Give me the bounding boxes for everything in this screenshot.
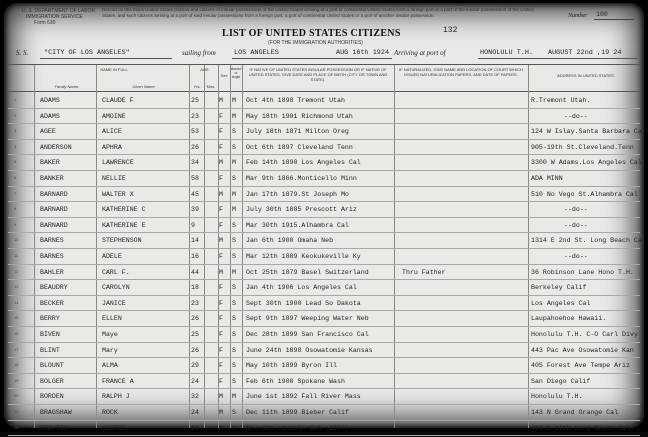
- row-number: 7: [14, 190, 17, 196]
- us-address: Honolulu T.H. C-O Carl Divy: [531, 331, 638, 338]
- given-name: Mary: [102, 346, 118, 354]
- service-label: IMMIGRATION SERVICE: [26, 14, 83, 20]
- family-name: BAKER: [40, 159, 60, 167]
- us-address: 510 No Vego St.Alhambra Cal: [531, 190, 638, 198]
- given-name: FRANCE A: [102, 377, 134, 385]
- sex: M: [219, 424, 223, 432]
- us-address: 905-19th St.Cleveland.Tenn: [531, 143, 634, 151]
- age-years: 26: [191, 346, 199, 354]
- us-address: 143 N Grand Orange Cal: [531, 409, 619, 416]
- marital-status: S: [232, 175, 236, 182]
- us-address: Los Angeles Cal: [531, 299, 591, 307]
- age-years: 53: [191, 128, 199, 136]
- page-number: 132: [443, 26, 458, 35]
- family-name: BERRY: [40, 315, 60, 323]
- row-number: 18: [14, 362, 19, 368]
- sex: F: [219, 299, 223, 307]
- table-top-rule: [8, 64, 640, 65]
- given-name: LAWRENCE: [102, 159, 134, 167]
- age-years: 9: [191, 221, 195, 229]
- row-number: 21: [14, 409, 19, 414]
- sex: M: [219, 393, 223, 401]
- col-header-family: Family Name.: [54, 84, 80, 89]
- given-name: RALPH J: [102, 393, 130, 401]
- col-header-mos: Mos.: [206, 84, 216, 89]
- us-address: Berkeley Calif: [531, 284, 587, 292]
- marital-status: S: [232, 377, 236, 385]
- birth-date-place: Dec 28th 1899 San Francisco Cal: [246, 331, 369, 338]
- table-row: [4, 296, 644, 312]
- form-number: Form 630: [34, 20, 56, 26]
- given-name: CARL F.: [102, 268, 130, 276]
- arrival-underline: [478, 58, 638, 59]
- given-name: ELLEN: [102, 315, 122, 323]
- row-number: 8: [14, 206, 17, 212]
- age-years: 58: [191, 175, 199, 182]
- birth-date-place: Oct 4th 1898 Tremont Utah: [246, 97, 345, 104]
- ship-underline: [40, 58, 172, 59]
- row-number: 3: [14, 128, 17, 134]
- us-address: R.Tremont Utah.: [531, 97, 591, 104]
- table-row: [4, 140, 644, 156]
- family-name: BAHLER: [40, 268, 64, 276]
- marital-status: S: [232, 143, 236, 151]
- birth-date-place: Mar 30th 1915.Alhambra Cal: [246, 221, 349, 229]
- given-name: GEORGE: [102, 424, 126, 432]
- sex: F: [219, 175, 223, 182]
- marital-status: S: [232, 284, 236, 292]
- given-name: JANICE: [102, 299, 126, 307]
- family-name: BARNARD: [40, 190, 68, 198]
- sail-date: AUG 16th 1924: [336, 49, 390, 57]
- row-rule: [8, 435, 640, 436]
- table-row: [4, 171, 644, 187]
- marital-status: S: [232, 128, 236, 136]
- given-name: WALTER X: [102, 190, 134, 198]
- arriving-label: Arriving at port of: [394, 49, 446, 57]
- table-row: [4, 249, 644, 265]
- us-address: --do--: [564, 206, 588, 214]
- us-address: 443 Pac Ave Osowatomie Kan: [531, 346, 634, 354]
- manifest-sheet: [4, 3, 646, 432]
- age-years: 39: [191, 206, 199, 214]
- naturalization: Thru Father: [402, 268, 446, 276]
- us-address: --do--: [564, 253, 588, 260]
- family-name: BOLGER: [40, 377, 64, 385]
- table-row: [4, 280, 644, 296]
- row-number: 11: [14, 253, 19, 258]
- row-number: 20: [14, 393, 19, 399]
- page-title: LIST OF UNITED STATES CITIZENS: [222, 28, 401, 39]
- birth-date-place: Mar 12th 1889 Keokukeville Ky: [246, 253, 361, 260]
- col-header-yrs: Yrs.: [193, 84, 201, 89]
- family-name: BRAGSHAW: [40, 409, 72, 416]
- family-name: ADAMS: [40, 112, 60, 120]
- ss-label: S. S.: [16, 49, 29, 57]
- age-years: 26: [191, 143, 199, 151]
- table-row: [4, 93, 644, 109]
- table-row: [4, 374, 644, 390]
- row-number: 15: [14, 315, 19, 321]
- birth-date-place: Jan 17th 1879.St Joseph Mo: [246, 190, 349, 198]
- given-name: ALICE: [102, 128, 122, 136]
- table-row: [4, 421, 644, 437]
- birth-date-place: June 1st 1892 Fall River Mass: [246, 393, 361, 401]
- birth-date-place: Feb 6th 1900 Spokane Wash: [246, 377, 345, 385]
- birth-date-place: June 24th 1898 Osowatomie Kansas: [246, 346, 373, 354]
- sex: M: [219, 97, 223, 104]
- sex: F: [219, 284, 223, 292]
- family-name: BECKER: [40, 299, 64, 307]
- marital-status: S: [232, 362, 236, 370]
- age-years: 16: [191, 253, 199, 260]
- col-header-naturalized: IF NATURALIZED, GIVE NAME AND LOCATION OF COURT WHICH ISSUED NATURALIZATION PAPERS, AND DATE OF PAPERS.: [399, 67, 523, 77]
- given-name: KATHERINE C: [102, 206, 146, 214]
- given-name: CAROLYN: [102, 284, 130, 292]
- header-bottom-rule: [8, 91, 640, 92]
- col-header-married: Married or single: [230, 67, 242, 79]
- us-address: San Diego Calif: [531, 377, 591, 385]
- family-name: BLOUNT: [40, 362, 64, 370]
- age-years: 24: [191, 377, 199, 385]
- row-number: 5: [14, 159, 17, 165]
- given-name: ADELE: [102, 253, 122, 260]
- marital-status: M: [232, 159, 236, 167]
- sex: M: [219, 159, 223, 167]
- birth-date-place: Oct 6th 1897 Cleveland Tenn: [246, 143, 353, 151]
- given-name: ALMA: [102, 362, 118, 370]
- marital-status: S: [232, 221, 236, 229]
- marital-status: S: [232, 253, 236, 260]
- table-row: [4, 265, 644, 281]
- sex: M: [219, 409, 223, 416]
- birth-date-place: July 18th 1871 Milton Oreg: [246, 128, 349, 136]
- family-name: BRAYTON: [40, 424, 68, 432]
- family-name: BARNES: [40, 253, 64, 260]
- col-header-address: ADDRESS IN UNITED STATES.: [557, 73, 615, 78]
- table-row: [4, 311, 644, 327]
- table-row: [4, 187, 644, 203]
- us-address: 124 W Islay.Santa Barbara Cal: [531, 128, 646, 136]
- sex: M: [219, 237, 223, 245]
- family-name: BEAUDRY: [40, 284, 68, 292]
- us-address: --do--: [564, 112, 588, 120]
- sailing-from-label: sailing from: [182, 49, 216, 57]
- instruction-text: Record on this blank United States citizens and citizens of insular possessions of the United States arriving at a port of continental United States from a foreign port or a port of the insular possessions of the United States, and such citizens arriving at a port of said insular possessions from a foreign port, a port of continental United States or a port of another insular possession.: [102, 7, 534, 18]
- sex: F: [219, 112, 223, 120]
- given-name: STEPHENSON: [102, 237, 142, 245]
- arrival-port: HONOLULU T.H.: [480, 49, 534, 57]
- table-row: [4, 109, 644, 125]
- age-years: 18: [191, 284, 199, 292]
- sex: F: [219, 362, 223, 370]
- sex: F: [219, 331, 223, 338]
- us-address: 3300 W Adams.Los Angeles Cal: [531, 159, 642, 167]
- family-name: ADAMS: [40, 97, 60, 104]
- marital-status: M: [232, 97, 236, 104]
- marital-status: S: [232, 346, 236, 354]
- us-address: 405 Forest Ave Tempe Ariz: [531, 362, 630, 370]
- family-name: AGEE: [40, 128, 56, 136]
- row-number: 12: [14, 268, 19, 274]
- row-number: 19: [14, 377, 19, 383]
- age-years: 34: [191, 159, 199, 167]
- dept-label: U. S. DEPARTMENT OF LABOR: [22, 8, 96, 14]
- marital-status: S: [232, 237, 236, 245]
- age-years: 45: [191, 190, 199, 198]
- given-name: Maye: [102, 331, 118, 338]
- row-number: 14: [14, 299, 19, 305]
- birth-date-place: Jan 4th 1906 Los Angeles Cal: [246, 284, 357, 292]
- given-name: ROCK: [102, 409, 118, 416]
- marital-status: M: [232, 112, 236, 120]
- age-years: 14: [191, 237, 199, 245]
- age-years: 44: [191, 268, 199, 276]
- birth-date-place: Sept 30th 1900 Lead So Dakota: [246, 299, 361, 307]
- table-row: [4, 358, 644, 374]
- row-number: 1: [14, 97, 17, 102]
- col-header-name: NAME IN FULL: [100, 67, 128, 72]
- col-header-sex: Sex: [220, 73, 228, 78]
- age-years: 23: [191, 112, 199, 120]
- arrival-date: AUGUST 22nd ,19 24: [548, 49, 622, 57]
- table-row: [4, 233, 644, 249]
- marital-status: S: [232, 331, 236, 338]
- marital-status: M: [232, 206, 236, 214]
- sex: M: [219, 190, 223, 198]
- family-name: BANKER: [40, 175, 64, 182]
- family-name: BARNES: [40, 237, 64, 245]
- sex: F: [219, 346, 223, 354]
- us-address: Honolulu T.H.: [531, 393, 583, 401]
- birth-date-place: Sept 9th 1897 Weeping Water Neb: [246, 315, 369, 323]
- col-header-age: AGE.: [200, 67, 210, 72]
- age-years: 32: [191, 393, 199, 401]
- number-underline: [594, 19, 634, 20]
- marital-status: S: [232, 424, 236, 432]
- age-years: 25: [191, 331, 199, 338]
- row-number: 10: [14, 237, 19, 243]
- marital-status: S: [232, 315, 236, 323]
- marital-status: M: [232, 190, 236, 198]
- table-row: [4, 343, 644, 359]
- age-years: 24: [191, 409, 199, 416]
- table-row: [4, 389, 644, 405]
- birth-date-place: Dec 11th 1899 Bieber Calif: [246, 409, 349, 416]
- family-name: BIVEN: [40, 331, 60, 338]
- birth-date-place: May 18th 1901 Richmond Utah: [246, 112, 353, 120]
- table-row: [4, 218, 644, 234]
- given-name: AMOINE: [102, 112, 126, 120]
- sex: F: [219, 143, 223, 151]
- given-name: APHRA: [102, 143, 122, 151]
- sex: F: [219, 315, 223, 323]
- page-subtitle: (FOR THE IMMIGRATION AUTHORITIES): [268, 40, 363, 46]
- sex: F: [219, 377, 223, 385]
- age-years: 26: [191, 315, 199, 323]
- row-number: 2: [14, 112, 17, 118]
- age-years: 29: [191, 362, 199, 370]
- marital-status: S: [232, 409, 236, 416]
- birth-date-place: Jan 6th 1900 Omaha Neb: [246, 237, 334, 245]
- row-number: 4: [14, 143, 17, 149]
- birth-date-place: Oct 25th 1879 Basel Switzerland: [246, 268, 369, 276]
- family-name: BARNARD: [40, 206, 68, 214]
- col-header-native: IF NATIVE OF UNITED STATES INSULAR POSSESSION OR IF NATIVE OF UNITED STATES, GIVE DATE AND PLACE OF BIRTH (CITY OR TOWN AND STATE).: [248, 67, 388, 82]
- given-name: NELLIE: [102, 175, 126, 182]
- row-number: 13: [14, 284, 19, 290]
- row-number: 6: [14, 175, 17, 180]
- given-name: KATHERINE E: [102, 221, 146, 229]
- marital-status: S: [232, 299, 236, 307]
- birth-date-place: May 10th 1899 Byron Ill: [246, 362, 338, 370]
- table-row: [4, 202, 644, 218]
- from-underline: [232, 58, 392, 59]
- family-name: BLINT: [40, 346, 60, 354]
- sex: F: [219, 221, 223, 229]
- us-address: ADA MINN: [531, 175, 563, 182]
- marital-status: M: [232, 393, 236, 401]
- age-years: 25: [191, 97, 199, 104]
- family-name: ANDERSON: [40, 143, 72, 151]
- marital-status: M: [232, 268, 236, 276]
- row-number: 16: [14, 331, 19, 336]
- table-row: [4, 405, 644, 421]
- row-number: 9: [14, 221, 17, 227]
- us-address: 404 E 17th Long Beach Cal: [531, 424, 630, 432]
- number-label: Number: [568, 13, 588, 19]
- row-number: 22: [14, 424, 19, 430]
- table-row: [4, 124, 644, 140]
- table-row: [4, 155, 644, 171]
- sex: F: [219, 128, 223, 136]
- us-address: 36 Robinson Lane Hono T.H.: [531, 268, 634, 276]
- age-years: 23: [191, 299, 199, 307]
- family-name: BORDEN: [40, 393, 64, 401]
- age-years: 24: [191, 424, 199, 432]
- sex: F: [219, 253, 223, 260]
- sex: M: [219, 268, 223, 276]
- us-address: 1314 E 2nd St. Long Beach Cal: [531, 237, 646, 245]
- us-address: --do--: [564, 221, 588, 229]
- given-name: CLAUDE F: [102, 97, 134, 104]
- birth-date-place: Feb 14th 1890 Los Angeles Cal: [246, 159, 361, 167]
- birth-date-place: Nov 4th Lincoln Neb (1898): [246, 424, 349, 432]
- birth-date-place: July 30th 1885 Prescott Ariz: [246, 206, 357, 214]
- row-number: 17: [14, 346, 19, 352]
- ship-name: "CITY OF LOS ANGELES": [44, 49, 130, 57]
- sex: F: [219, 206, 223, 214]
- birth-date-place: Mar 9th 1866.Monticello Minn: [246, 175, 357, 182]
- family-name: BARNARD: [40, 221, 68, 229]
- col-header-given: Given Name.: [132, 84, 156, 89]
- us-address: Laupahoehoe Hawaii.: [531, 315, 607, 323]
- number-value: 100: [596, 11, 608, 18]
- from-port: LOS ANGELES: [234, 49, 279, 57]
- table-row: [4, 327, 644, 343]
